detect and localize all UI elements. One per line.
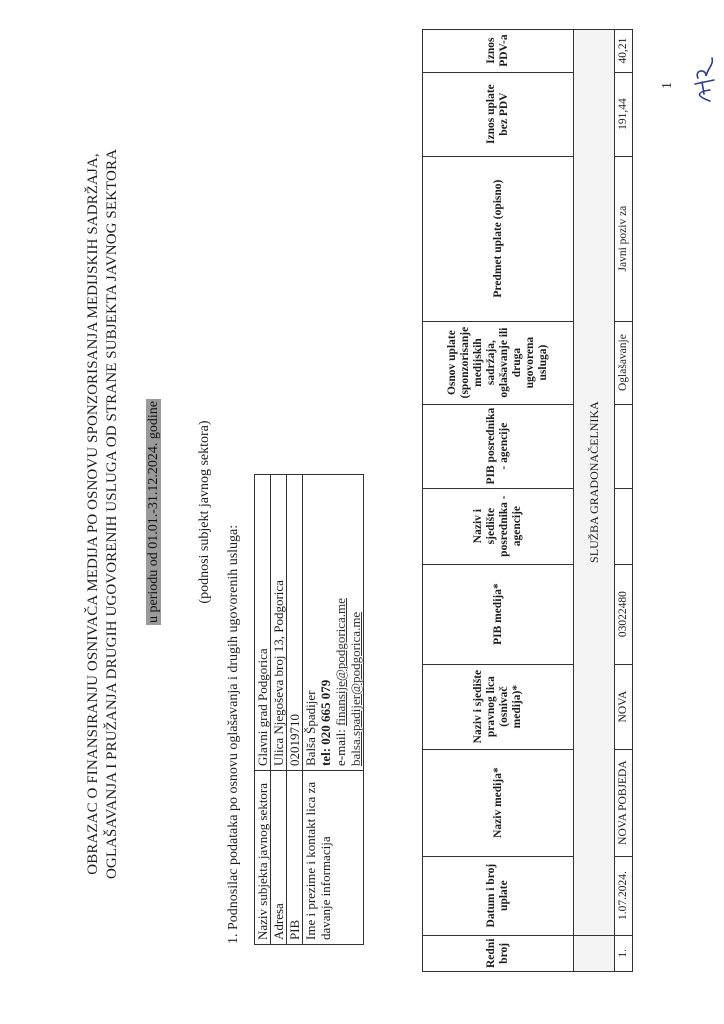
reporting-period [146, 0, 162, 1024]
header-founder: Naziv i sjedište pravnog lica (osnivač medija)* [423, 664, 574, 749]
header-agency: Naziv i sjedište posrednika -agencije [423, 488, 574, 564]
info-label-pib: PIB [287, 771, 303, 945]
header-agency-pib: PIB posrednika - agencije [423, 404, 574, 488]
cell-date: 1.07.2024. [615, 856, 633, 935]
payments-table [422, 29, 633, 972]
cell-amount: 191,44 [615, 72, 633, 156]
info-value-name: Glavni grad Podgorica [255, 475, 271, 771]
info-label-contact: Ime i prezime i kontakt lica za davanje informacija [303, 771, 364, 945]
cell-basis: Oglašavanje [615, 321, 633, 404]
contact-email-line [333, 479, 348, 766]
section-cell-empty [574, 935, 615, 971]
document-title-line-2: OGLAŠAVANJA I PRUŽANJA DRUGIH UGOVORENIH USLUGA OD STRANE SUBJEKTA JAVNOG SEKTORA [104, 148, 120, 880]
table-row [615, 29, 633, 971]
submitter-info-table [254, 474, 364, 945]
contact-email-prefix: e-mail: [333, 725, 348, 766]
info-row-address [271, 475, 287, 945]
cell-media-pib: 03022480 [615, 564, 633, 664]
cell-vat: 40,21 [615, 29, 633, 72]
section-label: SLUŽBA GRADONAČELNIKA [574, 29, 615, 935]
header-vat: Iznos PDV-a [423, 29, 574, 72]
info-row-contact [303, 475, 364, 945]
cell-subject: Javni poziv za [615, 156, 633, 321]
payments-header-row [423, 29, 574, 971]
cell-no: 1. [615, 935, 633, 971]
cell-agency-pib [615, 404, 633, 488]
section-1-heading: 1. Podnosilac podataka po osnovu oglašavanja i drugih ugovorenih usluga: [226, 524, 241, 944]
header-amount: Iznos uplate bez PDV [423, 72, 574, 156]
header-subject: Predmet uplate (opisno) [423, 156, 574, 321]
info-value-address: Ulica Njegoševa broj 13, Podgorica [271, 475, 287, 771]
contact-phone: tel: 020 665 079 [318, 679, 333, 766]
info-value-pib: 02019710 [287, 475, 303, 771]
contact-name: Balša Špadijer [303, 690, 318, 766]
reporting-period-text: u periodu od 01.01.-31.12.2024. godine [146, 400, 161, 624]
document-title-line-1: OBRAZAC O FINANSIRANJU OSNIVAČA MEDIJA PO OSNOVU SPONZORISANJA MEDIJSKIH SADRŽAJA, [85, 153, 101, 875]
cell-media: NOVA POBJEDA [615, 749, 633, 856]
info-value-contact [303, 475, 364, 771]
header-media: Naziv medija* [423, 749, 574, 856]
section-row [574, 29, 615, 971]
handwritten-signature [692, 54, 718, 104]
page-number: 1 [660, 82, 675, 89]
submitter-note: (podnosi subjekt javnog sektora) [197, 420, 212, 604]
header-media-pib: PIB medija* [423, 564, 574, 664]
header-date: Datum i broj uplate [423, 856, 574, 935]
cell-agency [615, 488, 633, 564]
info-row-pib [287, 475, 303, 945]
info-label-name: Naziv subjekta javnog sektora [255, 771, 271, 945]
header-basis: Osnov uplate (sponzorisanje medijskih sadržaja, oglašavanje ili druga ugovorena usluga) [423, 321, 574, 404]
contact-email-link-1[interactable]: finansije@podgorica.me [333, 598, 348, 726]
cell-founder: NOVA [615, 664, 633, 749]
info-row-name [255, 475, 271, 945]
contact-email-link-2[interactable]: balsa.spadijer@podgorica.me [348, 611, 363, 766]
header-no: Redni broj [423, 935, 574, 971]
info-label-address: Adresa [271, 771, 287, 945]
